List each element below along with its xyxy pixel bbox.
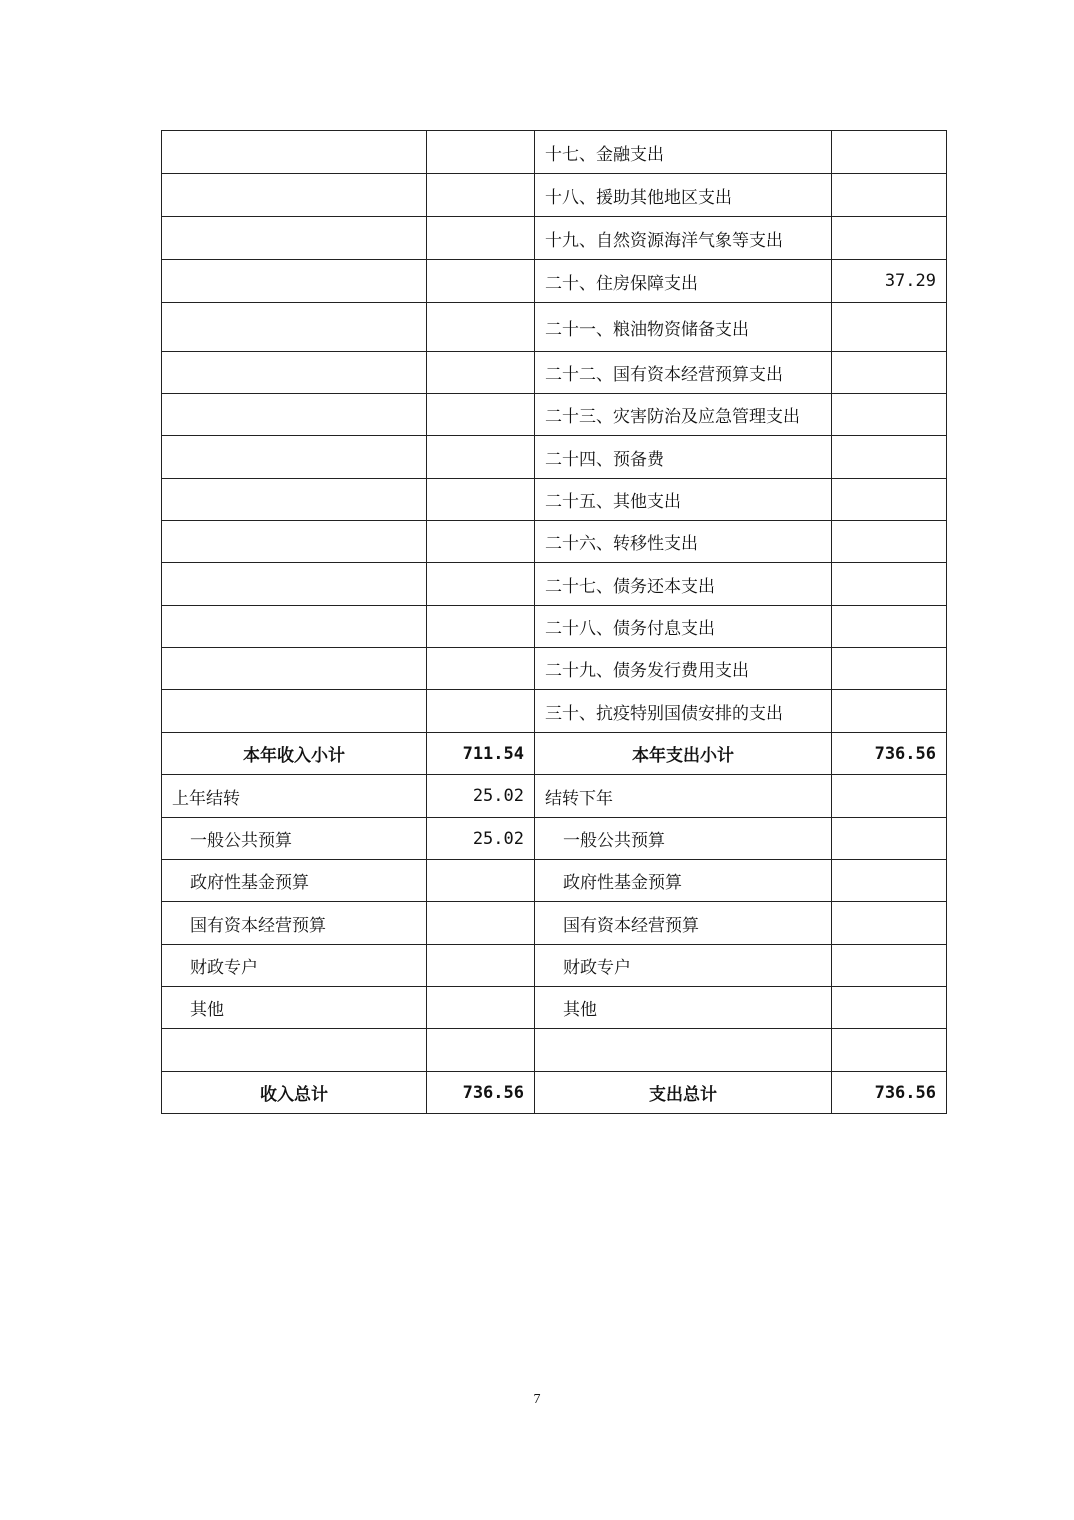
income-amount	[427, 352, 535, 394]
table-row	[162, 303, 947, 352]
table-row	[162, 987, 947, 1029]
income-amount	[427, 1029, 535, 1072]
income-amount	[427, 394, 535, 436]
table-row	[162, 775, 947, 818]
expense-item: 二十八、债务付息支出	[535, 606, 832, 648]
table-row	[162, 131, 947, 174]
table-row	[162, 1029, 947, 1072]
income-item: 财政专户	[162, 945, 427, 987]
table-row	[162, 479, 947, 521]
expense-amount	[832, 648, 947, 690]
expense-item: 三十、抗疫特别国债安排的支出	[535, 690, 832, 733]
table-row	[162, 563, 947, 606]
expense-amount	[832, 987, 947, 1029]
table-row	[162, 818, 947, 860]
income-amount	[427, 902, 535, 945]
expense-item: 二十二、国有资本经营预算支出	[535, 352, 832, 394]
income-amount	[427, 479, 535, 521]
expense-amount	[832, 352, 947, 394]
expense-item: 二十四、预备费	[535, 436, 832, 479]
expense-item: 二十七、债务还本支出	[535, 563, 832, 606]
income-amount	[427, 217, 535, 260]
expense-amount	[832, 303, 947, 352]
expense-amount	[832, 945, 947, 987]
expense-item: 国有资本经营预算	[535, 902, 832, 945]
income-item	[162, 131, 427, 174]
income-item: 一般公共预算	[162, 818, 427, 860]
table-row	[162, 436, 947, 479]
expense-item: 结转下年	[535, 775, 832, 818]
expense-amount: 37.29	[832, 260, 947, 303]
income-item	[162, 260, 427, 303]
expense-item	[535, 1029, 832, 1072]
expense-subtotal-amount: 736.56	[832, 733, 947, 775]
income-item: 国有资本经营预算	[162, 902, 427, 945]
expense-item: 其他	[535, 987, 832, 1029]
expense-amount	[832, 217, 947, 260]
income-amount	[427, 860, 535, 902]
table-row	[162, 217, 947, 260]
income-amount: 25.02	[427, 775, 535, 818]
income-total-label: 收入总计	[162, 1072, 427, 1114]
budget-table	[161, 130, 947, 1114]
income-item	[162, 174, 427, 217]
income-item	[162, 479, 427, 521]
income-amount	[427, 174, 535, 217]
table-row	[162, 521, 947, 563]
expense-item: 二十六、转移性支出	[535, 521, 832, 563]
income-item	[162, 690, 427, 733]
income-total-amount: 736.56	[427, 1072, 535, 1114]
expense-amount	[832, 860, 947, 902]
expense-amount	[832, 775, 947, 818]
expense-amount	[832, 1029, 947, 1072]
income-item	[162, 217, 427, 260]
income-amount	[427, 606, 535, 648]
income-amount	[427, 987, 535, 1029]
income-item	[162, 521, 427, 563]
income-item: 政府性基金预算	[162, 860, 427, 902]
income-item: 其他	[162, 987, 427, 1029]
expense-total-label: 支出总计	[535, 1072, 832, 1114]
total-row	[162, 1072, 947, 1114]
income-item	[162, 352, 427, 394]
income-item	[162, 303, 427, 352]
table-row	[162, 394, 947, 436]
expense-amount	[832, 563, 947, 606]
income-item	[162, 436, 427, 479]
table-row	[162, 648, 947, 690]
income-item	[162, 1029, 427, 1072]
page-number: 7	[533, 1392, 541, 1407]
expense-item: 十九、自然资源海洋气象等支出	[535, 217, 832, 260]
table-row	[162, 690, 947, 733]
expense-amount	[832, 818, 947, 860]
expense-item: 二十一、粮油物资储备支出	[535, 303, 832, 352]
expense-item: 二十九、债务发行费用支出	[535, 648, 832, 690]
subtotal-row	[162, 733, 947, 775]
expense-item: 十七、金融支出	[535, 131, 832, 174]
table-row	[162, 945, 947, 987]
income-item	[162, 606, 427, 648]
income-amount	[427, 131, 535, 174]
income-item	[162, 648, 427, 690]
expense-amount	[832, 174, 947, 217]
income-amount	[427, 945, 535, 987]
income-amount	[427, 690, 535, 733]
expense-item: 二十五、其他支出	[535, 479, 832, 521]
expense-item: 一般公共预算	[535, 818, 832, 860]
expense-item: 二十、住房保障支出	[535, 260, 832, 303]
expense-amount	[832, 521, 947, 563]
income-item	[162, 563, 427, 606]
income-amount	[427, 521, 535, 563]
expense-amount	[832, 690, 947, 733]
income-amount	[427, 260, 535, 303]
expense-amount	[832, 436, 947, 479]
table-row	[162, 606, 947, 648]
expense-amount	[832, 479, 947, 521]
table-row	[162, 260, 947, 303]
expense-amount	[832, 606, 947, 648]
expense-item: 十八、援助其他地区支出	[535, 174, 832, 217]
income-amount	[427, 303, 535, 352]
income-amount	[427, 436, 535, 479]
expense-item: 二十三、灾害防治及应急管理支出	[535, 394, 832, 436]
income-amount	[427, 648, 535, 690]
expense-item: 财政专户	[535, 945, 832, 987]
expense-amount	[832, 394, 947, 436]
income-subtotal-amount: 711.54	[427, 733, 535, 775]
income-item: 上年结转	[162, 775, 427, 818]
income-subtotal-label: 本年收入小计	[162, 733, 427, 775]
expense-item: 政府性基金预算	[535, 860, 832, 902]
table-row	[162, 860, 947, 902]
income-amount: 25.02	[427, 818, 535, 860]
expense-total-amount: 736.56	[832, 1072, 947, 1114]
expense-amount	[832, 131, 947, 174]
expense-subtotal-label: 本年支出小计	[535, 733, 832, 775]
income-amount	[427, 563, 535, 606]
table-row	[162, 902, 947, 945]
expense-amount	[832, 902, 947, 945]
table-row	[162, 352, 947, 394]
table-row	[162, 174, 947, 217]
income-item	[162, 394, 427, 436]
